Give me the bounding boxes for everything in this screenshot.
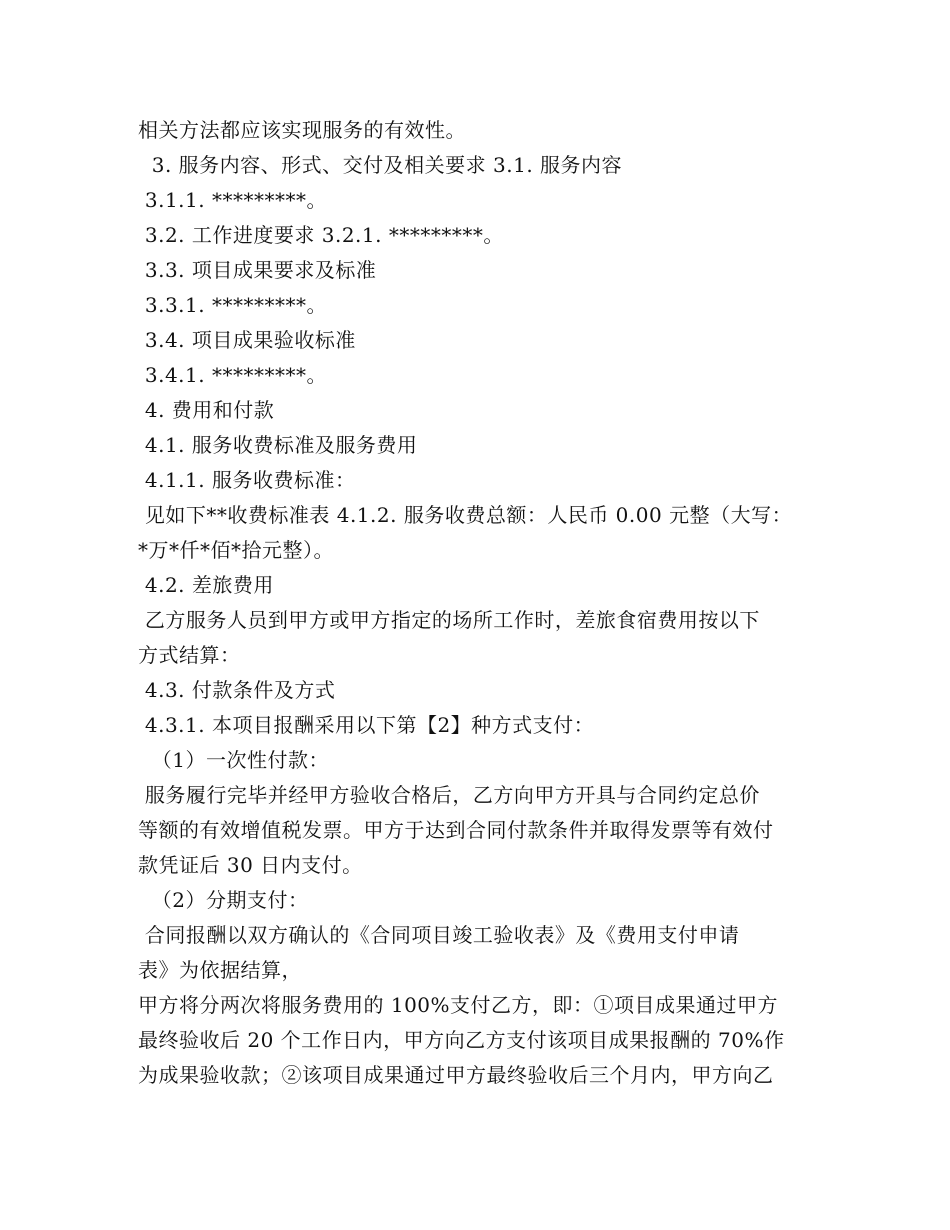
text-line: 4.3. 付款条件及方式: [138, 678, 336, 702]
text-line: 乙方服务人员到甲方或甲方指定的场所工作时，差旅食宿费用按以下: [138, 608, 760, 632]
text-line: 3.1.1. *********。: [138, 188, 327, 212]
text-line: 4.2. 差旅费用: [138, 573, 274, 597]
text-line: 服务履行完毕并经甲方验收合格后，乙方向甲方开具与合同约定总价: [138, 783, 760, 807]
text-line: 为成果验收款；②该项目成果通过甲方最终验收后三个月内，甲方向乙: [138, 1063, 774, 1087]
text-line: （2）分期支付：: [138, 888, 309, 912]
text-line: 3.3.1. *********。: [138, 293, 327, 317]
text-line: 4.3.1. 本项目报酬采用以下第【2】种方式支付：: [138, 713, 595, 737]
text-line: 见如下**收费标准表 4.1.2. 服务收费总额：人民币 0.00 元整（大写：: [138, 503, 793, 527]
text-line: 3.3. 项目成果要求及标准: [138, 258, 377, 282]
text-line: 表》为依据结算，: [138, 958, 302, 982]
text-line: 等额的有效增值税发票。甲方于达到合同付款条件并取得发票等有效付: [138, 818, 774, 842]
text-line: 3.4.1. *********。: [138, 363, 327, 387]
text-line: 相关方法都应该实现服务的有效性。: [138, 118, 466, 142]
text-line: （1）一次性付款：: [138, 748, 329, 772]
text-line: 最终验收后 20 个工作日内，甲方向乙方支付该项目成果报酬的 70%作: [138, 1028, 785, 1052]
section-heading-3: 3. 服务内容、形式、交付及相关要求 3.1. 服务内容: [138, 153, 623, 177]
text-line: 3.4. 项目成果验收标准: [138, 328, 356, 352]
text-line: *万*仟*佰*拾元整）。: [138, 538, 334, 562]
text-line: 甲方将分两次将服务费用的 100%支付乙方，即：①项目成果通过甲方: [138, 993, 779, 1017]
section-heading-4: 4. 费用和付款: [138, 398, 275, 422]
text-line: 4.1. 服务收费标准及服务费用: [138, 433, 418, 457]
text-line: 4.1.1. 服务收费标准：: [138, 468, 356, 492]
text-line: 方式结算：: [138, 643, 241, 667]
text-line: 3.2. 工作进度要求 3.2.1. *********。: [138, 223, 504, 247]
text-line: 合同报酬以双方确认的《合同项目竣工验收表》及《费用支付申请: [138, 923, 740, 947]
text-line: 款凭证后 30 日内支付。: [138, 853, 363, 877]
